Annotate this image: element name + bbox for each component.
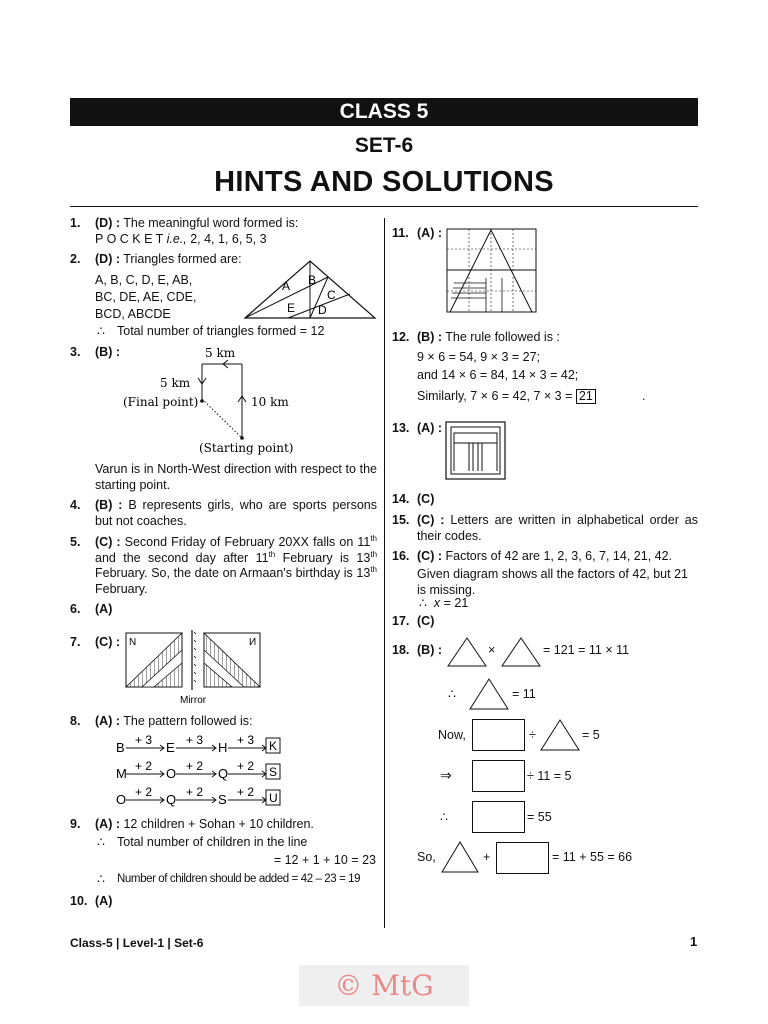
q15-answer: (C) :	[417, 513, 445, 527]
q2-answer: (D) :	[95, 252, 120, 266]
q18-triangle-4	[539, 718, 581, 752]
q18-therefore-2: ∴	[440, 810, 448, 824]
q7-label-n: N	[129, 637, 137, 648]
q12-number: 12.	[392, 330, 410, 344]
q14-answer: (C)	[417, 492, 435, 506]
q5-sup-4: th	[370, 564, 377, 574]
q8-step: + 2	[237, 785, 255, 799]
q9-line3: = 12 + 1 + 10 = 23	[273, 853, 376, 867]
q13-number: 13.	[392, 421, 410, 435]
q2-label-b: B	[308, 273, 317, 287]
q17-number: 17.	[392, 614, 410, 628]
q18-so: So,	[417, 850, 436, 864]
q18-therefore-1: ∴	[448, 687, 456, 701]
q3-answer	[95, 345, 120, 361]
q8-letter: Q	[166, 792, 177, 807]
column-divider	[384, 218, 385, 928]
q5-text-b: and the second day after 11	[95, 550, 269, 565]
q9-number: 9.	[70, 817, 81, 831]
q3-answer-label: (B) :	[95, 345, 120, 359]
q3-distance-left: 5 km	[160, 376, 191, 390]
q18-eq3: = 5	[582, 728, 600, 742]
footer-level: Class-5 | Level-1 | Set-6	[70, 936, 204, 950]
q8-letter: S	[218, 792, 227, 807]
q11-answer: (A) :	[417, 226, 442, 240]
q11-figure	[446, 228, 538, 314]
q4-body	[95, 498, 377, 529]
q10-answer: (A)	[95, 894, 113, 908]
page-title: HINTS AND SOLUTIONS	[214, 166, 554, 198]
q2-number: 2.	[70, 252, 81, 266]
q17-answer: (C)	[417, 614, 435, 628]
q7-mirror-label: Mirror	[180, 695, 207, 706]
page-number: 1	[690, 934, 698, 949]
q18-triangle-1	[446, 636, 488, 668]
q15-text: Letters are written in alphabetical order as their codes.	[417, 513, 698, 543]
q18-square-1	[472, 719, 525, 751]
q2-triangle-figure	[242, 258, 378, 320]
q5-sup-3: th	[370, 549, 378, 559]
q18-eq6: = 11 + 55 = 66	[552, 850, 633, 864]
q16-line3	[419, 596, 468, 612]
q18-answer: (B) :	[417, 643, 442, 657]
q18-plus: +	[483, 850, 491, 864]
q16-result: = 21	[440, 596, 469, 610]
q4-number: 4.	[70, 498, 81, 512]
q1-body	[95, 216, 380, 247]
q8-letter: B	[116, 740, 125, 755]
q8-step: + 2	[186, 759, 204, 773]
q6-answer: (A)	[95, 602, 113, 616]
q8-answer: (A) :	[95, 714, 120, 728]
q9-line4: Number of children should be added = 42 – 23 = 19	[117, 873, 361, 885]
q12-dot: .	[642, 389, 646, 403]
q9-text: 12 children + Sohan + 10 children.	[123, 817, 314, 831]
q8-step: + 2	[135, 785, 153, 799]
q2-label-a: A	[282, 279, 291, 293]
q16-answer: (C) :	[417, 549, 442, 563]
q11-number: 11.	[392, 226, 409, 240]
q3-distance-right: 10 km	[251, 395, 289, 409]
q5-body	[95, 535, 377, 597]
q1-ie: i.e.,	[166, 231, 187, 246]
q8-step: + 2	[237, 759, 255, 773]
q18-eq4: ÷ 11 = 5	[527, 769, 572, 783]
q15-number: 15.	[392, 513, 410, 527]
q7-label-n-mirrored: И	[249, 637, 257, 648]
q8-answer-letter: K	[269, 739, 278, 753]
q18-triangle-3	[468, 677, 510, 711]
q9-answer: (A) :	[95, 817, 120, 831]
q2-text: Triangles formed are:	[123, 252, 242, 266]
q12-line1: 9 × 6 = 54, 9 × 3 = 27;	[417, 350, 541, 364]
q5-number: 5.	[70, 535, 81, 549]
q18-square-2	[472, 760, 525, 792]
q2-list-3: BCD, ABCDE	[95, 307, 171, 321]
q8-step: + 3	[135, 733, 153, 747]
q1-line2b: 2, 4, 1, 6, 5, 3	[186, 231, 267, 246]
q8-answer-letter: S	[269, 765, 278, 779]
q2-list-2: BC, DE, AE, CDE,	[95, 290, 197, 304]
q18-div-1: ÷	[529, 728, 536, 742]
q14-number: 14.	[392, 492, 410, 506]
q6-number: 6.	[70, 602, 81, 616]
q12-answer: (B) :	[417, 330, 442, 344]
q9-therefore-2: ∴	[97, 872, 105, 886]
q10-number: 10.	[70, 894, 88, 908]
q8-step: + 3	[237, 733, 255, 747]
q8-text: The pattern followed is:	[123, 714, 253, 728]
q8-letter: H	[218, 740, 228, 755]
q16-number: 16.	[392, 549, 410, 563]
q8-body	[95, 714, 253, 730]
q18-square-4	[496, 842, 549, 874]
q8-answer-letter: U	[269, 791, 278, 805]
q1-text: The meaningful word formed is:	[123, 216, 299, 230]
q18-times: ×	[488, 643, 496, 657]
q3-final-point: (Final point)	[123, 395, 199, 409]
q5-sup-1: th	[370, 533, 377, 543]
q3-direction-figure	[120, 344, 300, 459]
q2-list-1: A, B, C, D, E, AB,	[95, 273, 193, 287]
q18-eq5: = 55	[527, 810, 552, 824]
q7-mirror-figure	[122, 630, 264, 708]
q5-text-d: February. So, the date on Armaan's birthday is 13	[95, 566, 371, 580]
q1-answer: (D) :	[95, 216, 120, 230]
q8-letter: M	[116, 766, 127, 781]
q1-line2: P O C K E T	[95, 231, 167, 246]
q8-letter: E	[166, 740, 175, 755]
q8-letter: O	[116, 792, 127, 807]
q9-line2: Total number of children in the line	[117, 835, 308, 849]
q8-step: + 2	[186, 785, 204, 799]
q18-now: Now,	[438, 728, 466, 742]
q5-answer: (C) :	[95, 535, 121, 549]
mtg-watermark: © MtG	[299, 965, 469, 1006]
q12-line2: and 14 × 6 = 84, 14 × 3 = 42;	[417, 368, 579, 382]
q8-step: + 2	[135, 759, 153, 773]
q8-letter: Q	[218, 766, 229, 781]
q18-triangle-2	[500, 636, 542, 668]
q12-text: The rule followed is :	[445, 330, 560, 344]
q13-answer: (A) :	[417, 421, 442, 435]
q12-line3-text: Similarly, 7 × 6 = 42, 7 × 3 =	[417, 389, 573, 403]
q3-text: Varun is in North-West direction with respect to the starting point.	[95, 462, 377, 492]
q9-therefore-1: ∴	[97, 835, 105, 849]
q13-figure	[445, 421, 507, 481]
q18-eq1: = 121 = 11 × 11	[543, 643, 630, 657]
q18-number: 18.	[392, 643, 410, 657]
q18-eq2: = 11	[512, 687, 536, 701]
q7-answer: (C) :	[95, 635, 120, 649]
q2-label-e: E	[287, 301, 296, 315]
q7-number: 7.	[70, 635, 81, 649]
q2-label-c: C	[327, 288, 336, 302]
q18-triangle-5	[440, 840, 480, 874]
q12-answer-box: 21	[576, 389, 596, 404]
q9-body	[95, 817, 314, 833]
q2-list	[95, 272, 196, 323]
q18-implies: ⇒	[440, 767, 452, 783]
q12-line3	[417, 389, 596, 405]
q2-label-d: D	[318, 303, 327, 317]
q16-text: Factors of 42 are 1, 2, 3, 6, 7, 14, 21, 42.	[445, 549, 673, 563]
q2-therefore: ∴	[97, 324, 105, 338]
q1-number: 1.	[70, 216, 81, 230]
q2-total: Total number of triangles formed = 12	[117, 324, 325, 338]
q5-text-a: Second Friday of February 20XX falls on 11	[124, 535, 371, 549]
q5-text-c: February is 13	[275, 550, 371, 565]
q5-sup-2: th	[268, 549, 276, 559]
q16-body	[417, 549, 698, 565]
q12-body	[417, 330, 560, 346]
q18-square-3	[472, 801, 525, 833]
q16-line2: Given diagram shows all the factors of 42, but 21 is missing.	[417, 567, 688, 597]
q16-x: x	[433, 596, 441, 610]
q3-number: 3.	[70, 345, 81, 359]
q8-number: 8.	[70, 714, 81, 728]
q8-pattern-figure	[112, 732, 292, 810]
q3-distance-top: 5 km	[205, 346, 236, 360]
q16-therefore: ∴	[419, 596, 427, 610]
set-label: SET-6	[354, 134, 414, 157]
q4-text: B represents girls, who are sports persons but not coaches.	[95, 498, 377, 528]
q3-starting-point: (Starting point)	[199, 441, 294, 455]
class-banner: CLASS 5	[70, 98, 698, 126]
q15-body	[417, 513, 698, 544]
q8-step: + 3	[186, 733, 204, 747]
header-divider	[70, 206, 698, 207]
q8-letter: O	[166, 766, 177, 781]
q4-answer: (B) :	[95, 498, 123, 512]
q5-text-e: February.	[95, 581, 148, 596]
